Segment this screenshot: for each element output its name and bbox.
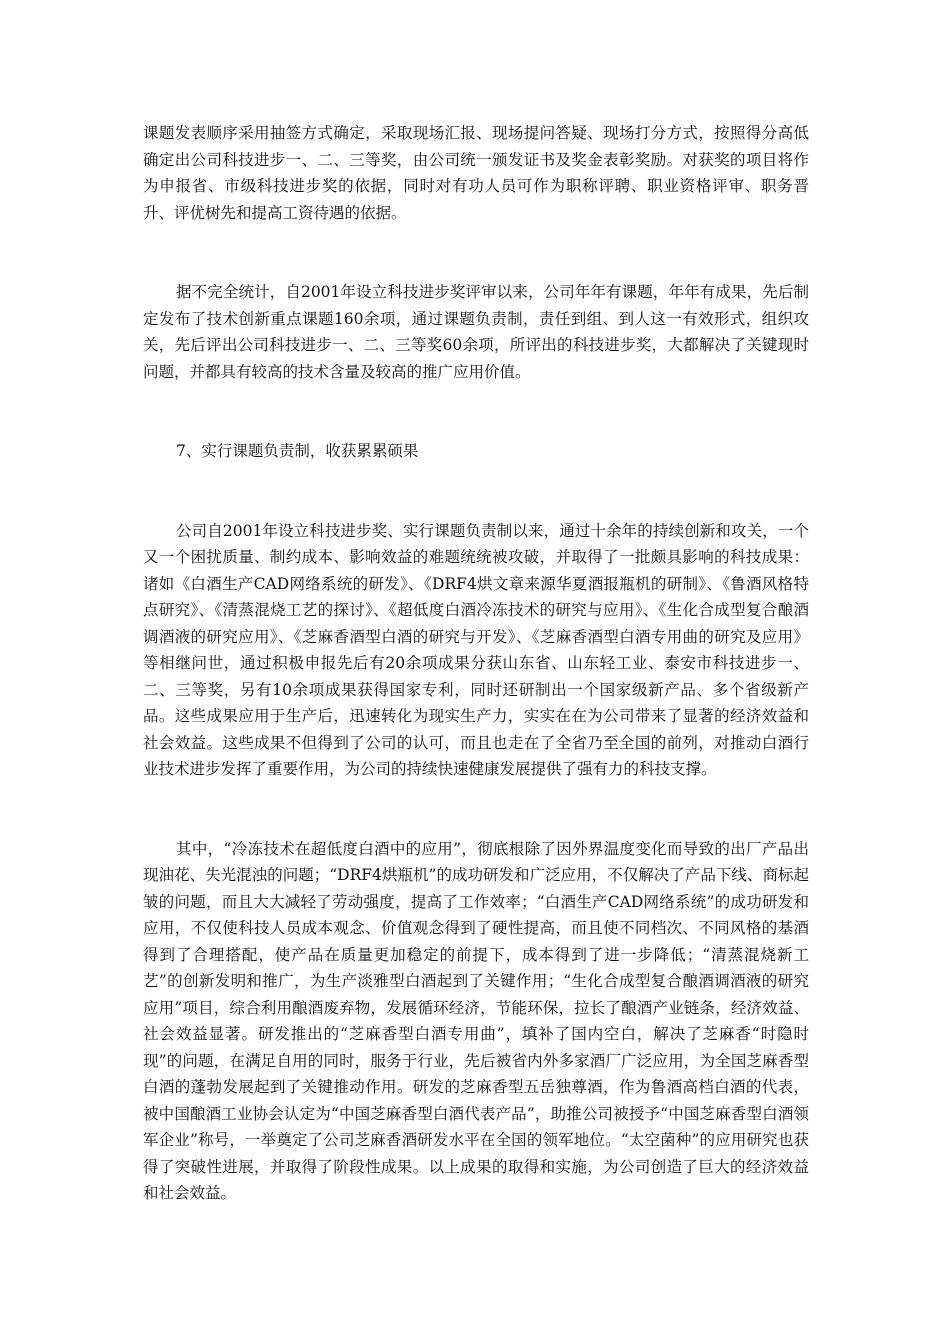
paragraph-spacer <box>143 385 809 438</box>
paragraph-spacer <box>143 783 809 836</box>
paragraph-spacer <box>143 465 809 518</box>
section-heading: 7、实行课题负责制，收获累累硕果 <box>176 442 419 460</box>
paragraph-spacer <box>143 226 809 279</box>
paragraph-award-procedure: 课题发表顺序采用抽签方式确定，采取现场汇报、现场提问答疑、现场打分方式，按照得分高低确定出公司科技进步一、二、三等奖，由公司统一颁发证书及奖金表彰奖励。对获奖的项目将作为申报省、市级科技进步奖的依据，同时对有功人员可作为职称评聘、职业资格评审、职务晋升、评优树先和提高工资待遇的依据。 <box>143 124 809 222</box>
document-body <box>143 120 809 1207</box>
paragraph-details: 其中，“冷冻技术在超低度白酒中的应用”，彻底根除了因外界温度变化而导致的出厂产品出现油花、失光混浊的问题；“DRF4烘瓶机”的成功研发和广泛应用，不仅解决了产品下线、商标起皱的问题，而且大大减轻了劳动强度，提高了工作效率；“白酒生产CAD网络系统”的成功研发和应用，不仅使科技人员成本观念、价值观念得到了硬性提高，而且使不同档次、不同风格的基酒得到了合理搭配，使产品在质量更加稳定的前提下，成本得到了进一步降低；“清蒸混烧新工艺”的创新发明和推广，为生产淡雅型白酒起到了关键作用；“生化合成型复合酿酒调酒液的研究应用”项目，综合利用酿酒废弃物，发展循环经济，节能环保，拉长了酿酒产业链条，经济效益、社会效益显著。研发推出的“芝麻香型白酒专用曲”，填补了国内空白，解决了芝麻香“时隐时现”的问题，在满足自用的同时，服务于行业，先后被省内外多家酒厂广泛应用，为全国芝麻香型白酒的蓬勃发展起到了关键推动作用。研发的芝麻香型五岳独尊酒，作为鲁酒高档白酒的代表，被中国酿酒工业协会认定为“中国芝麻香型白酒代表产品”，助推公司被授予“中国芝麻香型白酒领军企业”称号，一举奠定了公司芝麻香酒研发水平在全国的领军地位。“太空菌种”的应用研究也获得了突破性进展，并取得了阶段性成果。以上成果的取得和实施，为公司创造了巨大的经济效益和社会效益。 <box>143 839 809 1202</box>
paragraph-achievements: 公司自2001年设立科技进步奖、实行课题负责制以来，通过十余年的持续创新和攻关，一个又一个困扰质量、制约成本、影响效益的难题统统被攻破，并取得了一批颇具影响的科技成果：诸如《白酒生产CAD网络系统的研发》、《DRF4烘文章来源华夏酒报瓶机的研制》、《鲁酒风格特点研究》、《清蒸混烧工艺的探讨》、《超低度白酒冷冻技术的研究与应用》、《生化合成型复合酿酒调酒液的研究应用》、《芝麻香酒型白酒的研究与开发》、《芝麻香酒型白酒专用曲的研究及应用》等相继问世，通过积极申报先后有20余项成果分获山东省、山东轻工业、泰安市科技进步一、二、三等奖，另有10余项成果获得国家专利，同时还研制出一个国家级新产品、多个省级新产品。这些成果应用于生产后，迅速转化为现实生产力，实实在在为公司带来了显著的经济效益和社会效益。这些成果不但得到了公司的认可，而且也走在了全省乃至全国的前列，对推动白酒行业技术进步发挥了重要作用，为公司的持续快速健康发展提供了强有力的科技支撑。 <box>143 521 809 778</box>
paragraph-statistics: 据不完全统计，自2001年设立科技进步奖评审以来，公司年年有课题，年年有成果，先后制定发布了技术创新重点课题160余项，通过课题负责制，责任到组、到人这一有效形式，组织攻关，先后评出公司科技进步一、二、三等奖60余项，所评出的科技进步奖，大都解决了关键现时问题，并都具有较高的技术含量及较高的推广应用价值。 <box>143 283 809 381</box>
